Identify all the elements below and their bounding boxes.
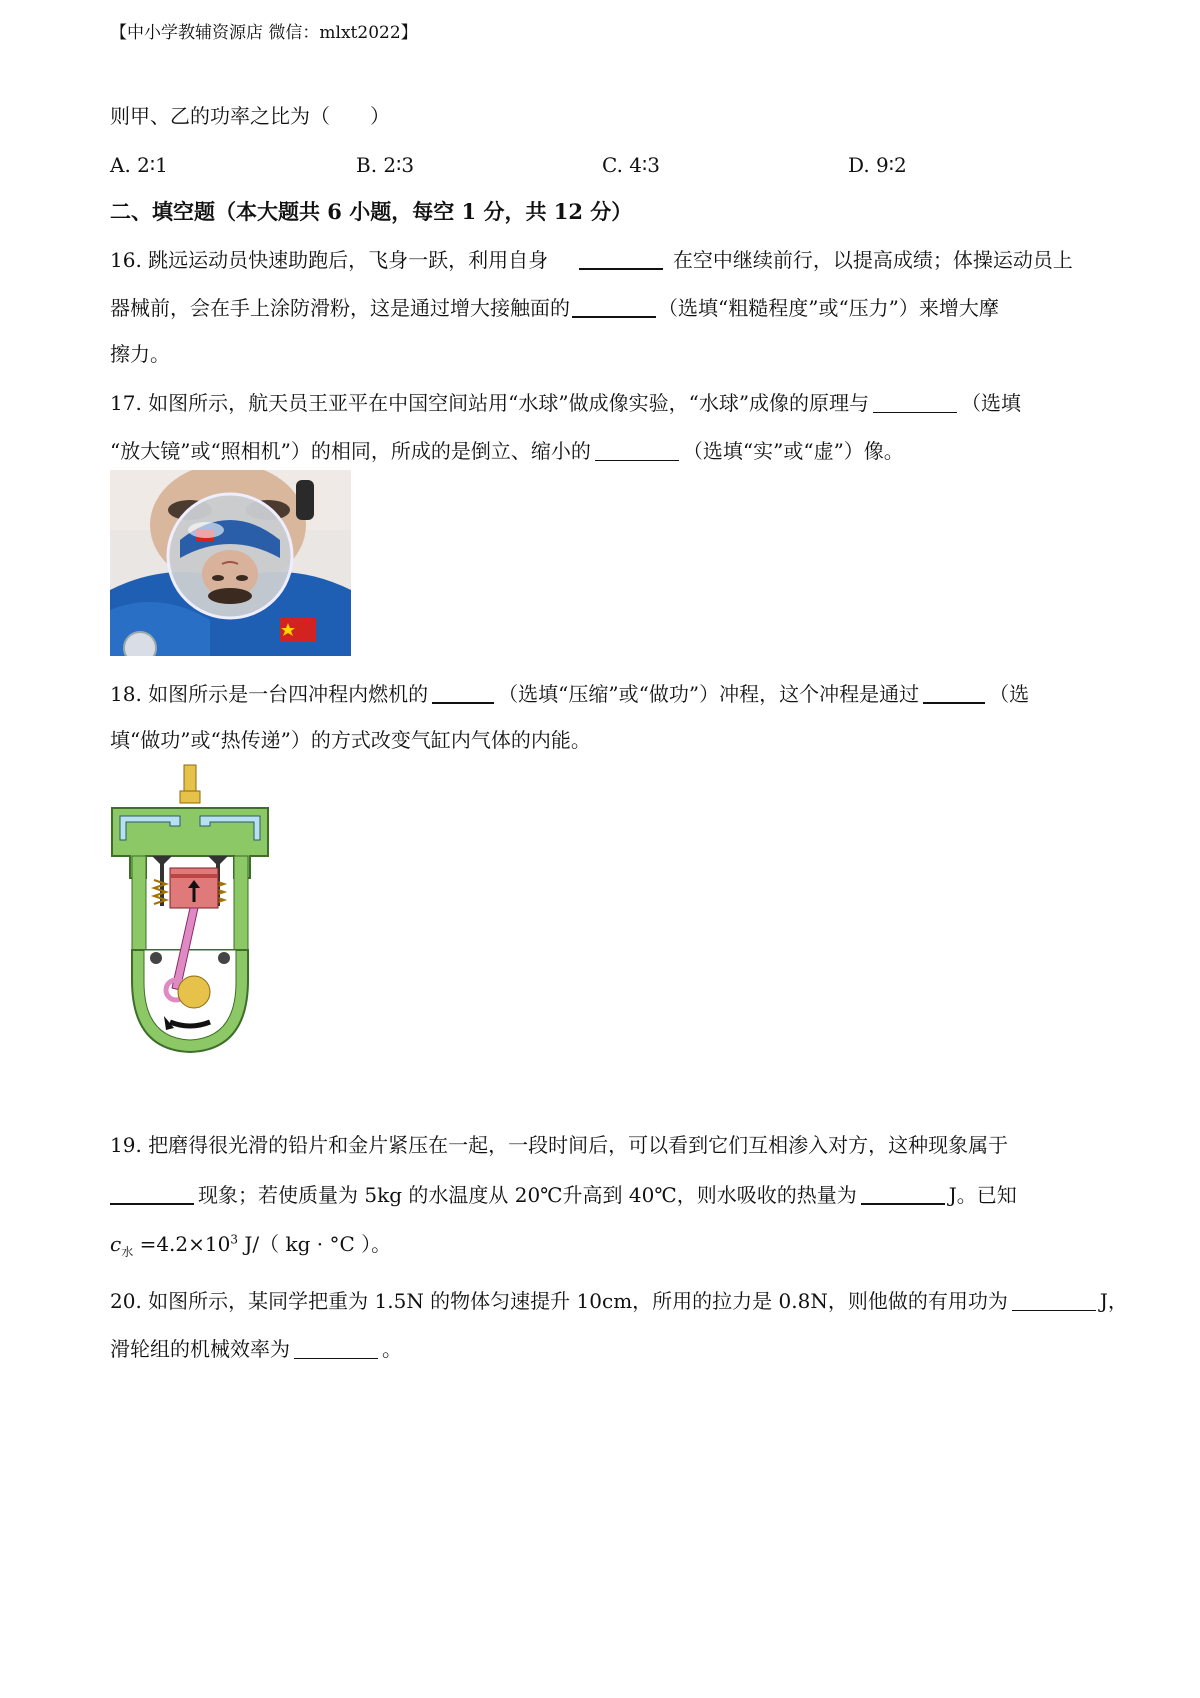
section-title: 二、填空题（本大题共 6 小题，每空 1 分，共 12 分）: [110, 199, 633, 224]
page-header: 【中小学教辅资源店 微信：mlxt2022】: [110, 23, 418, 43]
q20-text-c: 滑轮组的机械效率为: [110, 1337, 290, 1361]
engine-diagram: [110, 760, 270, 1060]
formula-c: c: [110, 1232, 122, 1256]
q16-line1: [110, 248, 1073, 270]
q20-line1: [110, 1290, 1128, 1311]
q20-blank-2[interactable]: [294, 1338, 378, 1359]
q17-text-d: （选填“实”或“虚”）像。: [682, 439, 904, 463]
q18-text-a: 18. 如图所示是一台四冲程内燃机的: [110, 682, 429, 706]
q17-line2: [110, 440, 904, 461]
q18-text-c: （选: [989, 682, 1030, 706]
q18-line1: [110, 682, 1029, 704]
specific-heat-formula: [110, 1228, 391, 1260]
q16-line2: [110, 296, 999, 318]
option-c: C. 4∶3: [602, 153, 660, 177]
water-ball-photo: [110, 470, 351, 656]
option-d: D. 9∶2: [848, 153, 907, 177]
q18-text-b: （选填“压缩”或“做功”）冲程，这个冲程是通过: [498, 682, 920, 706]
q19-blank-1[interactable]: [110, 1183, 194, 1205]
q16-text-c: 器械前，会在手上涂防滑粉，这是通过增大接触面的: [110, 296, 570, 320]
astronaut-water-ball-image: [110, 470, 351, 656]
q19-line1: 19. 把磨得很光滑的铅片和金片紧压在一起，一段时间后，可以看到它们互相渗入对方，这种现象属于: [110, 1133, 1009, 1157]
four-stroke-engine-image: [110, 760, 270, 1060]
q19-text-b: J。已知: [948, 1183, 1017, 1207]
q17-text-c: “放大镜”或“照相机”）的相同，所成的是倒立、缩小的: [110, 439, 591, 463]
formula-tail: J/（ kg · °C ）。: [238, 1232, 392, 1256]
formula-sub: 水: [121, 1245, 134, 1259]
q20-text-b: J，: [1099, 1289, 1128, 1313]
q20-line2: [110, 1338, 402, 1359]
q17-line1: [110, 392, 1021, 413]
q18-blank-1[interactable]: [432, 682, 494, 704]
formula-sup: 3: [230, 1232, 238, 1247]
q18-line2: 填“做功”或“热传递”）的方式改变气缸内气体的内能。: [110, 728, 591, 752]
q20-text-a: 20. 如图所示，某同学把重为 1.5N 的物体匀速提升 10cm，所用的拉力是 0.8N，则他做的有用功为: [110, 1289, 1008, 1313]
q16-blank-1[interactable]: [579, 248, 663, 270]
q16-text-a: 16. 跳远运动员快速助跑后，飞身一跃，利用自身: [110, 248, 549, 272]
q15-stem: 则甲、乙的功率之比为（ ）: [110, 104, 390, 128]
q20-text-d: 。: [382, 1337, 402, 1361]
q19-text-a: 现象；若使质量为 5kg 的水温度从 20℃升高到 40℃，则水吸收的热量为: [198, 1183, 857, 1207]
q16-blank-2[interactable]: [572, 296, 656, 318]
q18-blank-2[interactable]: [923, 682, 985, 704]
q16-line3: 擦力。: [110, 342, 170, 366]
q19-line2: [110, 1183, 1017, 1205]
q16-text-d: （选填“粗糙程度”或“压力”）来增大摩: [658, 296, 999, 320]
option-b: B. 2∶3: [356, 153, 415, 177]
q17-text-a: 17. 如图所示，航天员王亚平在中国空间站用“水球”做成像实验，“水球”成像的原理与: [110, 391, 870, 415]
q16-text-b: 在空中继续前行，以提高成绩；体操运动员上: [672, 248, 1073, 272]
q20-blank-1[interactable]: [1012, 1290, 1096, 1311]
q17-blank-2[interactable]: [595, 440, 679, 461]
formula-mid: =4.2×10: [133, 1232, 231, 1256]
q19-blank-2[interactable]: [861, 1183, 945, 1205]
q17-blank-1[interactable]: [873, 392, 957, 413]
option-a: A. 2∶1: [110, 153, 168, 177]
q17-text-b: （选填: [961, 391, 1022, 415]
